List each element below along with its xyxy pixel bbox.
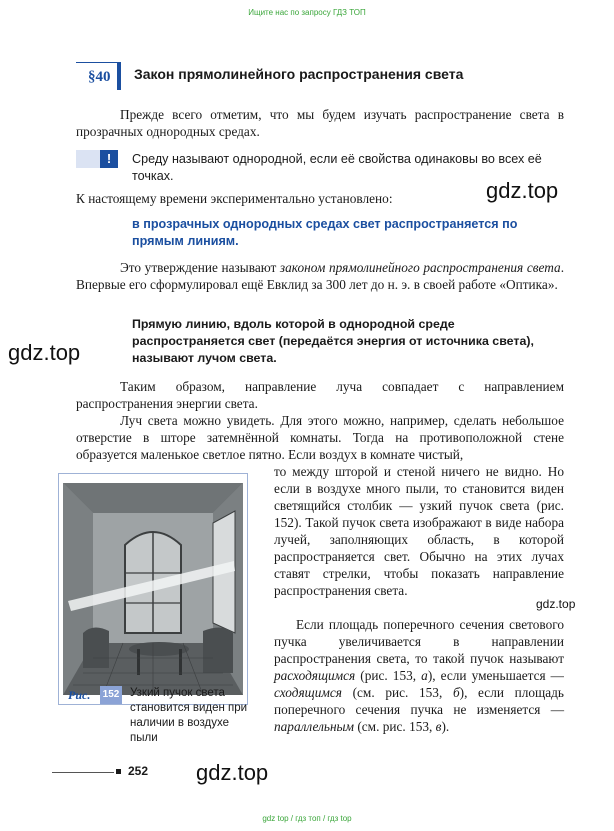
footer-rule — [52, 772, 114, 773]
col2-g: ). — [441, 719, 450, 734]
statement-paragraph — [76, 259, 564, 293]
term-diverging: расходящимся — [274, 668, 356, 683]
term-converging: сходящимся — [274, 685, 342, 700]
exclamation-icon: ! — [100, 150, 118, 168]
col2-ref-v: в — [435, 719, 442, 734]
figure-label: Рис. — [68, 688, 91, 702]
watermark-2: gdz.top — [8, 340, 81, 365]
bottom-links[interactable]: gdz top / гдз топ / гдз top — [262, 814, 352, 823]
footer-square — [116, 769, 121, 774]
definition-marker — [76, 150, 118, 168]
figure-number: 152 — [100, 686, 122, 704]
room-illustration — [63, 483, 243, 695]
section-badge: §40 — [76, 62, 121, 90]
col2-ref-b: б — [452, 685, 460, 700]
col2-f: (см. рис. 153, — [354, 719, 436, 734]
statement-text-1: Это утверждение называют — [120, 260, 280, 275]
established-paragraph: К настоящему времени экспериментально установлено: — [76, 191, 393, 206]
watermark-1: gdz.top — [486, 178, 559, 203]
col2-c: ), если уменьшается — — [427, 668, 564, 683]
column-paragraph-1: то между шторой и стеной ничего не видно. Но если в воздухе много пыли, то становится виден светящийся столбик — узкий пучок света (рис. 152). Такой пучок света изображают в виде набора лучей, заполняющих область, в которой распространяется свет. Обычно на этих лучах ставят стрелки, чтобы показать направление распространения света. — [274, 464, 564, 598]
see-ray-paragraph: Луч света можно увидеть. Для этого можно, например, сделать небольшое отверстие в шторе затемнённой комнаты. Тогда на противоположной стене образуется маленькое светлое пятно. Если воздух в комнате чистый, — [76, 413, 564, 462]
watermark-3: gdz.top — [536, 597, 576, 611]
column-paragraph-2 — [274, 616, 564, 735]
direction-paragraph: Таким образом, направление луча совпадает с направлением распространения энергии света. — [76, 379, 564, 411]
statement-text-2: . Впервые его сформулировал ещё Евклид за 300 лет до н. э. в своей работе «Оптика». — [76, 260, 565, 292]
intro-paragraph: Прежде всего отметим, что мы будем изучать распространение света в прозрачных однородных средах. — [76, 107, 564, 139]
figure-caption: Узкий пучок света становится виден при наличии в воздухе пыли — [130, 687, 248, 744]
page-number: 252 — [128, 764, 149, 778]
section-heading — [76, 62, 564, 90]
law-name: законом прямолинейного распространения света — [279, 260, 561, 275]
definition-text: Среду называют однородной, если её свойства одинаковы во всех её точках. — [132, 152, 542, 183]
col2-b: (рис. 153, — [355, 668, 422, 683]
col2-e: ), если площадь поперечного сечения пучка не изменяется — — [274, 685, 564, 717]
watermark-4: gdz.top — [196, 760, 269, 785]
term-parallel: параллельным — [274, 719, 355, 734]
col2-ref-a: а — [421, 668, 428, 683]
section-title: Закон прямолинейного распространения света — [134, 66, 464, 82]
col2-a: Если площадь поперечного сечения светового пучка увеличивается в направлении распространения света, то такой пучок называют — [274, 617, 564, 666]
col2-d: (см. рис. 153, — [341, 685, 453, 700]
ray-definition: Прямую линию, вдоль которой в однородной среде распространяется свет (передаётся энергия от источника света), называют лучом света. — [132, 317, 534, 365]
law-statement: в прозрачных однородных средах свет распространяется по прямым линиям. — [132, 217, 518, 248]
top-link[interactable]: Ищите нас по запросу ГДЗ ТОП — [248, 8, 366, 17]
